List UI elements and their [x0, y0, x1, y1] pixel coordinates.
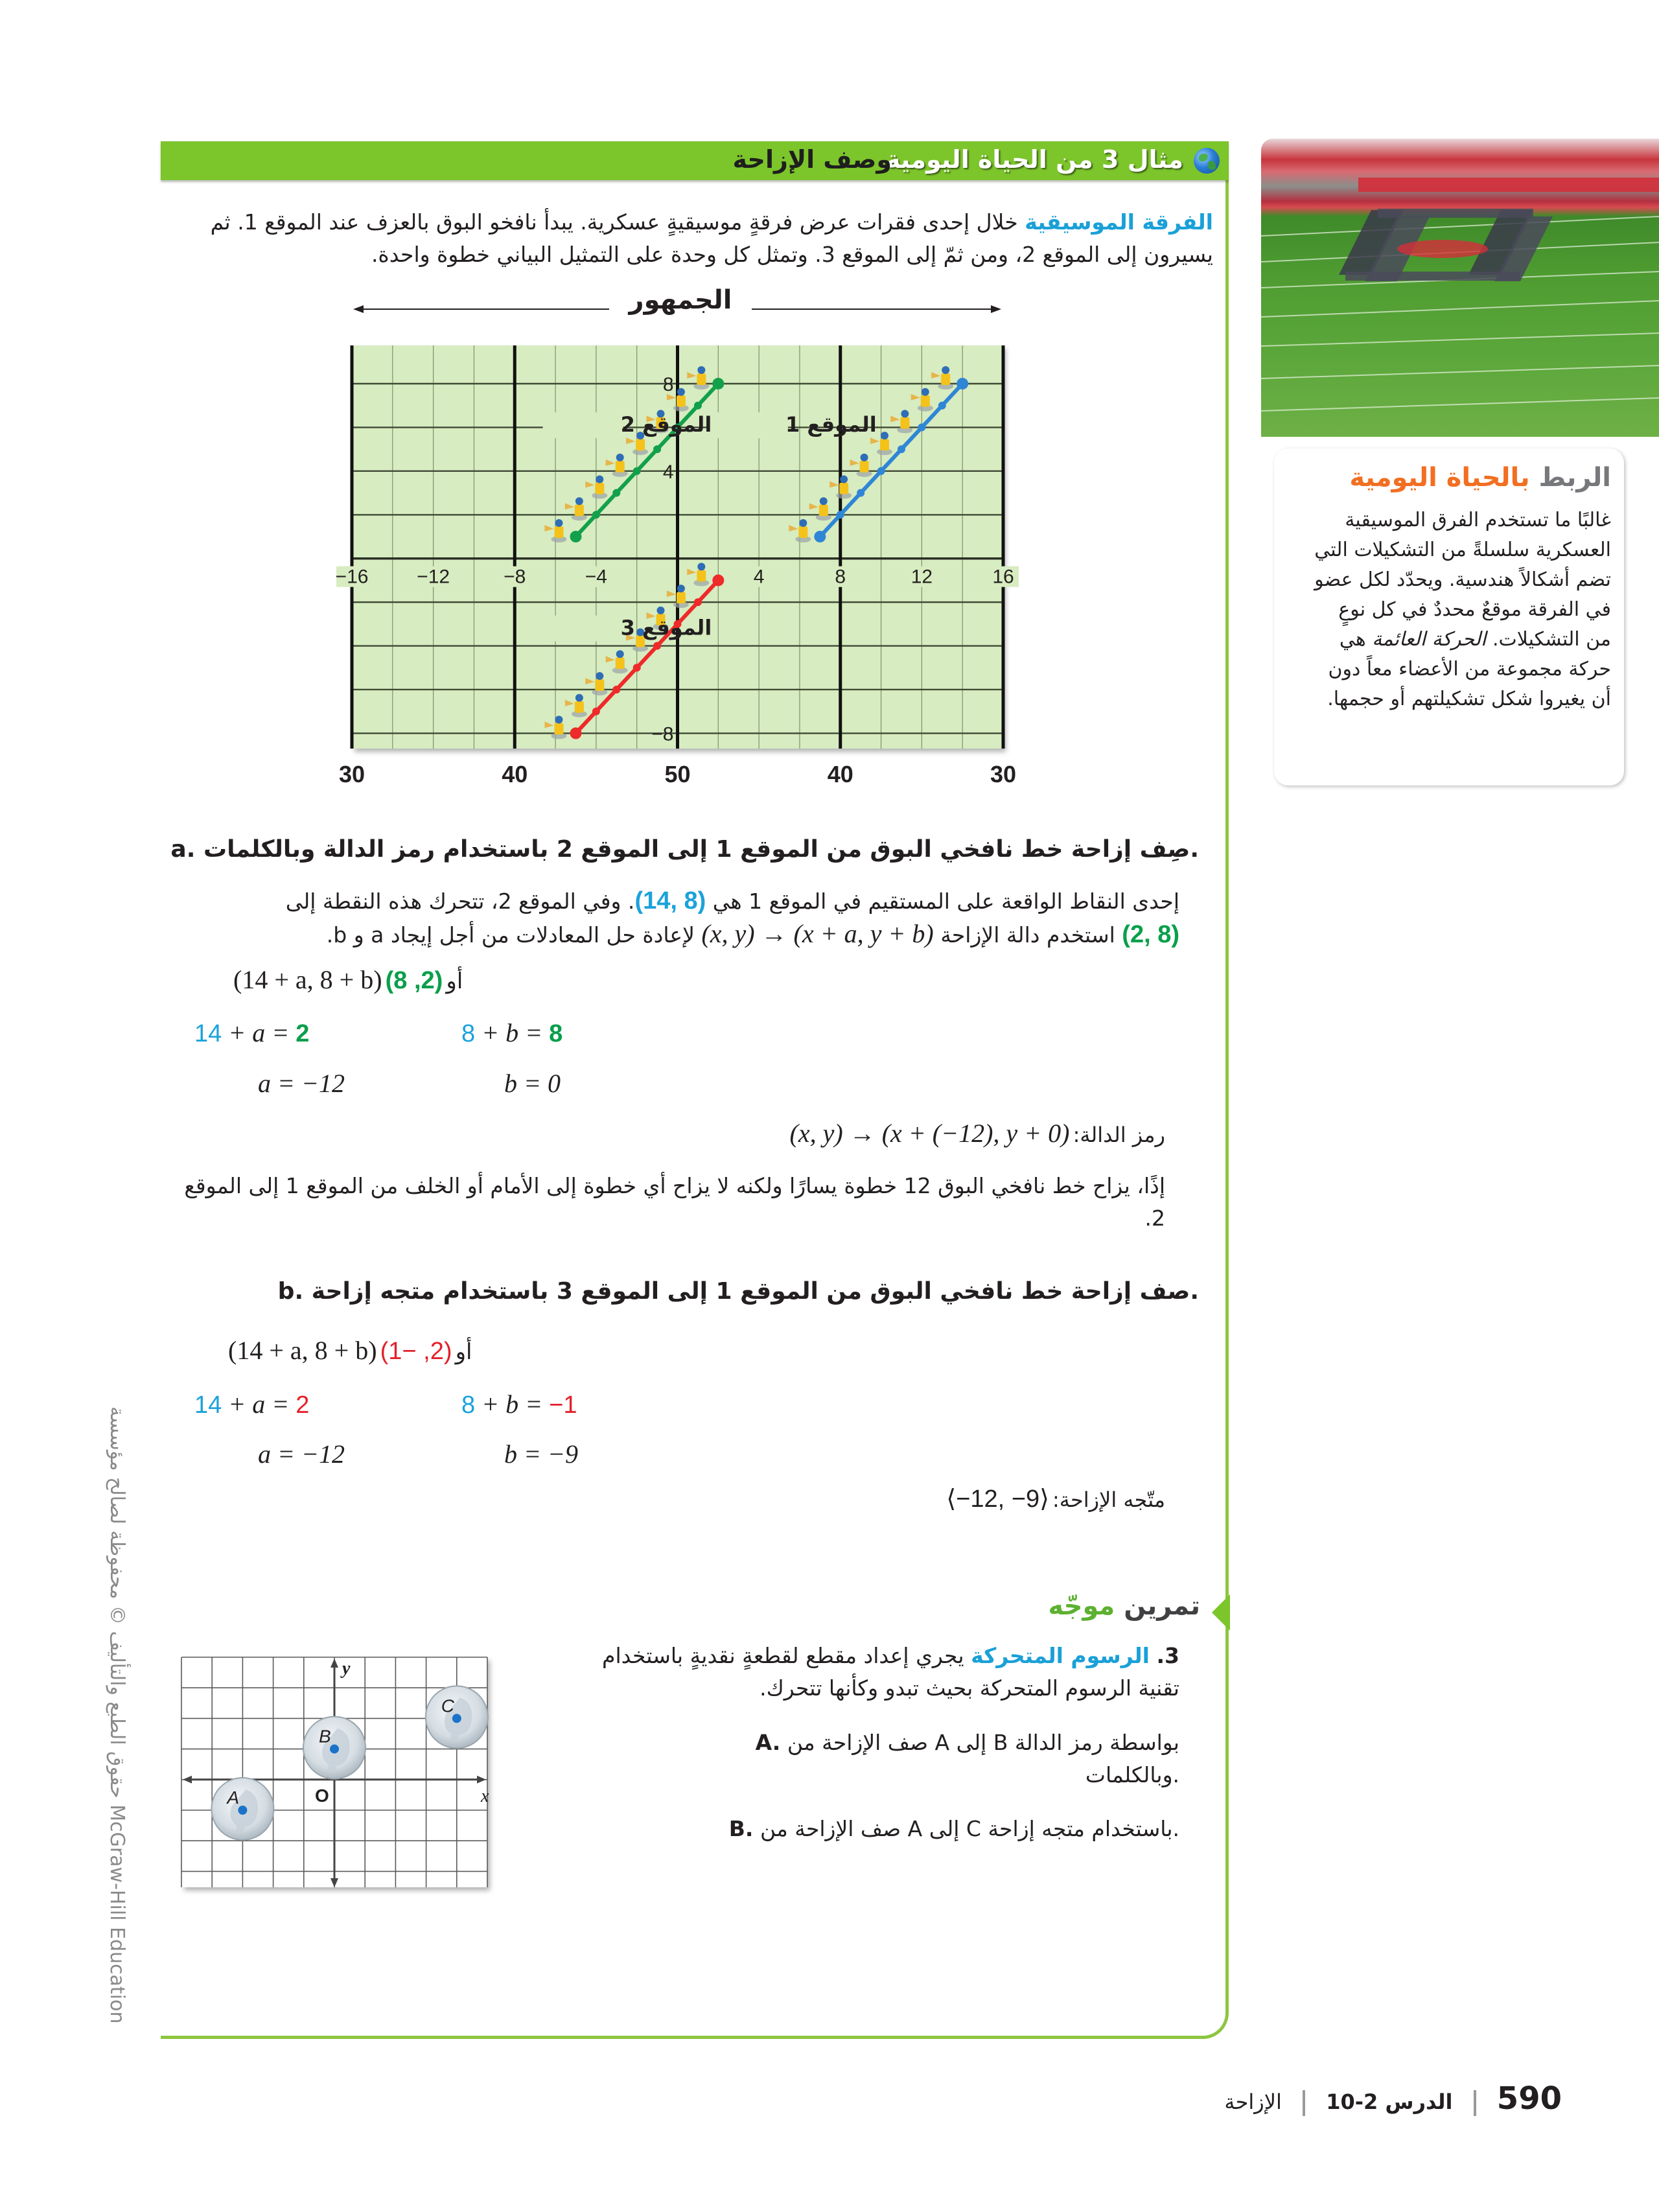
example-header	[161, 141, 1229, 180]
data-point	[612, 686, 620, 693]
part-b-letter: b.	[277, 1278, 304, 1305]
part-B-text: صف الإزاحة من A إلى C باستخدام متجه إزاحة.	[760, 1816, 1179, 1841]
sidebar-term: الحركة العائمة	[1372, 628, 1487, 651]
data-point	[938, 402, 946, 410]
marching-band-graph	[324, 324, 1037, 791]
photo-illustration	[1261, 139, 1659, 437]
player-hat	[575, 694, 583, 702]
exercise-part-B	[726, 1813, 1179, 1845]
part-b-question-text: صف إزاحة خط نافخي البوق من الموقع 1 إلى الموقع 3 باستخدام متجه إزاحة.	[311, 1278, 1199, 1305]
part-a-explanation	[207, 885, 1179, 951]
data-point	[898, 445, 905, 453]
x-tick-label: −16	[335, 566, 369, 588]
x-tick-label: 16	[992, 566, 1014, 588]
sidebar-text-post: هي حركة مجموعة من الأعضاء معاً دون أن يغيروا شكل تشكيلتهم أو حجمها.	[1327, 628, 1611, 710]
player-hat	[820, 497, 828, 505]
intro-paragraph	[163, 206, 1213, 271]
eq-expression: (14 + a, 8 + b)	[233, 965, 382, 994]
player-body	[880, 439, 889, 450]
example-title: مثال 3 من الحياة اليومية	[886, 145, 1183, 174]
x-tick-label: −8	[504, 566, 526, 588]
yard-number-label: 30	[338, 761, 365, 787]
player-body	[616, 461, 625, 472]
part-a-text: استخدم دالة الإزاحة	[940, 922, 1115, 948]
x-tick-label: 8	[835, 566, 846, 588]
player-body	[595, 483, 604, 495]
data-point	[694, 402, 702, 410]
player-body	[697, 373, 706, 385]
data-point	[592, 708, 600, 716]
x-tick-label: −4	[585, 566, 607, 588]
part-b-equation-setup	[228, 1335, 472, 1366]
eq1-mid: + a =	[222, 1018, 296, 1047]
page-number: 590	[1496, 2080, 1562, 2117]
x-tick-label: 12	[911, 566, 933, 588]
data-point	[570, 531, 581, 542]
exercise-part-A	[726, 1727, 1179, 1791]
point-site1: (14, 8)	[634, 887, 706, 914]
part-a-question	[170, 836, 1199, 863]
player-hat	[942, 366, 949, 374]
copyright-notice: حقوق الطبع والتأليف © محفوظة لصالح مؤسسة McGraw-Hill Education	[106, 1406, 128, 2024]
part-b-solution-a: a = −12	[258, 1439, 345, 1469]
data-point	[918, 423, 925, 431]
coin-label: B	[319, 1726, 331, 1747]
coin-label: C	[441, 1695, 455, 1716]
data-point	[712, 378, 724, 390]
data-point	[837, 511, 844, 518]
eq2-mid: + b =	[475, 1390, 550, 1419]
player-hat	[840, 476, 848, 483]
player-body	[554, 526, 563, 538]
part-b-eq2	[461, 1389, 577, 1419]
data-point	[570, 727, 581, 739]
yard-line-labels	[339, 761, 1016, 787]
part-a-eq2	[461, 1018, 563, 1048]
player-body	[839, 483, 848, 495]
footer-topic: الإزاحة	[1224, 2090, 1282, 2114]
player-hat	[799, 519, 807, 527]
eq1-right: 2	[296, 1020, 310, 1047]
guided-practice-marker-icon	[1212, 1594, 1230, 1631]
coin-center-point	[330, 1745, 339, 1754]
eq2-left: 8	[461, 1391, 476, 1419]
player-hat	[596, 672, 603, 680]
part-a-text: . وفي الموقع 2، تتحرك هذه النقطة إلى	[285, 889, 635, 914]
eq1-mid: + a =	[222, 1390, 296, 1419]
player-body	[575, 701, 584, 713]
exercise-label: الرسوم المتحركة	[971, 1643, 1150, 1668]
intro-label: الفرقة الموسيقية	[1025, 209, 1213, 235]
series-label: الموقع 2	[620, 412, 712, 437]
coin-center-point	[238, 1806, 247, 1815]
sidebar-title-orange: بالحياة اليومية	[1349, 463, 1530, 493]
function-notation	[790, 1118, 1165, 1148]
player-hat	[616, 650, 624, 658]
data-point	[857, 489, 864, 497]
eq1-right: 2	[296, 1391, 310, 1419]
page-footer	[1224, 2080, 1562, 2117]
data-point	[633, 664, 641, 671]
coin-label: A	[227, 1787, 240, 1808]
player-body	[575, 504, 584, 516]
player-hat	[922, 388, 929, 396]
intro-text: خلال إحدى فقرات عرض فرقةٍ موسيقيةٍ عسكرية. يبدأ نافخو البوق بالعزف عند الموقع 1. ثم يسيرون إلى الموقع 2، ومن ثمّ إلى الموقع 3. وتمثل كل وحدة على التمثيل البياني خطوة واحدة.	[210, 209, 1213, 267]
player-body	[554, 723, 563, 734]
player-body	[697, 570, 706, 581]
sidebar-title-gray: الربط	[1538, 463, 1611, 493]
data-point	[814, 531, 826, 542]
part-A-letter: A.	[755, 1730, 781, 1755]
vector-label: متّجه الإزاحة:	[1052, 1487, 1165, 1512]
player-body	[819, 504, 828, 516]
eq-point: (2, 8)	[385, 967, 443, 994]
marching-band-photo	[1261, 139, 1659, 437]
exercise-number: 3.	[1156, 1643, 1179, 1668]
point-site2: (2, 8)	[1122, 921, 1179, 948]
example-subtitle: وصف الإزاحة	[732, 145, 892, 174]
player-hat	[575, 497, 583, 505]
part-a-letter: a.	[170, 836, 196, 863]
vector-value: ⟨−12, −9⟩	[946, 1485, 1049, 1513]
x-tick-label: 4	[753, 566, 765, 588]
y-tick-label: 8	[662, 373, 674, 395]
data-point	[877, 467, 885, 475]
part-a-question-text: صِف إزاحة خط نافخي البوق من الموقع 1 إلى الموقع 2 باستخدام رمز الدالة وبالكلمات.	[203, 836, 1199, 863]
y-tick-label: −8	[651, 723, 674, 745]
x-tick-label: −12	[417, 566, 450, 588]
player-hat	[697, 563, 705, 570]
data-point	[633, 467, 641, 475]
player-hat	[677, 388, 685, 396]
or-label: أو	[446, 968, 463, 994]
real-world-link-card	[1261, 437, 1659, 787]
player-hat	[596, 476, 603, 483]
translation-rule: (x, y) → (x + a, y + b)	[701, 919, 934, 948]
coin-C	[426, 1686, 488, 1748]
x-axis-label: x	[481, 1786, 489, 1806]
or-label: أو	[455, 1339, 472, 1365]
data-point	[612, 489, 620, 497]
data-point	[957, 378, 968, 390]
eq2-right: −1	[549, 1391, 577, 1419]
part-a-solution-a: a = −12	[258, 1069, 345, 1098]
part-a-text: إحدى النقاط الواقعة على المستقيم في الموقع 1 هي	[712, 889, 1179, 914]
data-point	[653, 642, 661, 650]
player-body	[900, 417, 909, 428]
y-axis-label: y	[342, 1659, 351, 1679]
eq1-left: 14	[194, 1020, 222, 1047]
eq-expression: (14 + a, 8 + b)	[228, 1336, 377, 1365]
player-hat	[555, 716, 563, 723]
player-hat	[901, 410, 909, 417]
y-tick-label: 4	[662, 461, 674, 483]
exercise-text: يجري إعداد مقطع لقطعةٍ نقديةٍ باستخدام تقنية الرسوم المتحركة بحيث تبدو وكأنها تتحرك.	[602, 1643, 1179, 1701]
part-a-conclusion: إذًا، يزاح خط نافخي البوق 12 خطوة يسارًا ولكنه لا يزاح أي خطوة إلى الأمام أو الخلف من الموقع 1 إلى الموقع 2.	[184, 1173, 1165, 1231]
part-B-letter: B.	[728, 1816, 754, 1841]
player-body	[636, 439, 645, 450]
part-b-solution-b: b = −9	[504, 1439, 578, 1469]
part-A-text: صف الإزاحة من A إلى B بواسطة رمز الدالة وبالكلمات.	[787, 1730, 1179, 1787]
coin-B	[303, 1717, 365, 1779]
series-label: الموقع 3	[620, 615, 712, 640]
player-body	[860, 461, 869, 472]
origin-label: O	[315, 1785, 329, 1806]
coin-graph	[175, 1649, 564, 1896]
eq2-mid: + b =	[475, 1018, 550, 1047]
audience-label: الجمهور	[609, 285, 752, 315]
sidebar-text	[1313, 506, 1611, 714]
player-hat	[555, 519, 563, 527]
eq2-left: 8	[461, 1020, 476, 1047]
translation-vector	[946, 1484, 1165, 1513]
footer-lesson: الدرس 2-10	[1326, 2090, 1453, 2114]
part-b-question	[278, 1278, 1199, 1305]
yard-number-label: 30	[990, 761, 1017, 787]
series-label-bg	[543, 412, 623, 438]
series-label: الموقع 1	[785, 412, 877, 437]
player-hat	[881, 432, 888, 439]
exercise-3	[596, 1640, 1179, 1705]
part-a-equation-setup	[233, 964, 463, 995]
footer-divider	[1474, 2090, 1476, 2116]
player-body	[616, 657, 625, 669]
eq2-right: 8	[549, 1020, 563, 1047]
player-hat	[697, 366, 705, 374]
guided-practice-title	[1048, 1591, 1200, 1621]
player-body	[595, 679, 604, 691]
series-label-bg	[543, 616, 623, 642]
gp-title-green: موجّه	[1048, 1591, 1115, 1621]
player-body	[677, 592, 686, 603]
player-hat	[616, 454, 624, 461]
data-point	[694, 598, 702, 606]
gp-title-dark: تمرين	[1124, 1591, 1200, 1621]
part-a-eq1	[194, 1018, 309, 1048]
data-point	[712, 574, 724, 586]
yard-number-label: 50	[664, 761, 691, 787]
series-label-bg	[708, 412, 788, 438]
sidebar-title	[1349, 463, 1611, 493]
part-b-eq1	[194, 1389, 309, 1419]
part-a-text: لإعادة حل المعادلات من أجل إيجاد a و b.	[326, 922, 695, 948]
data-point	[653, 445, 661, 453]
globe-icon	[1194, 148, 1220, 174]
player-body	[798, 526, 807, 538]
eq1-left: 14	[194, 1391, 222, 1419]
function-label: رمز الدالة:	[1073, 1123, 1165, 1147]
player-hat	[861, 454, 868, 461]
data-point	[592, 511, 600, 518]
player-body	[677, 395, 686, 407]
player-hat	[677, 585, 685, 592]
yard-number-label: 40	[502, 761, 528, 787]
coin-A	[211, 1778, 273, 1840]
yard-number-label: 40	[827, 761, 853, 787]
player-body	[921, 395, 930, 407]
eq-point: (2, −1)	[380, 1338, 452, 1365]
footer-divider	[1303, 2090, 1305, 2116]
sidebar-text-pre: غالبًا ما تستخدم الفرق الموسيقية العسكرية سلسلةً من التشكيلات التي تضم أشكالاً هندسية. ويحدّد لكل عضو في الفرقة موقعٌ محددٌ في كل نوعٍ من التشكيلات.	[1314, 509, 1611, 651]
player-body	[941, 373, 950, 385]
player-hat	[657, 607, 665, 614]
function-value: (x, y) → (x + (−12), y + 0)	[789, 1119, 1070, 1148]
part-a-solution-b: b = 0	[504, 1069, 561, 1098]
